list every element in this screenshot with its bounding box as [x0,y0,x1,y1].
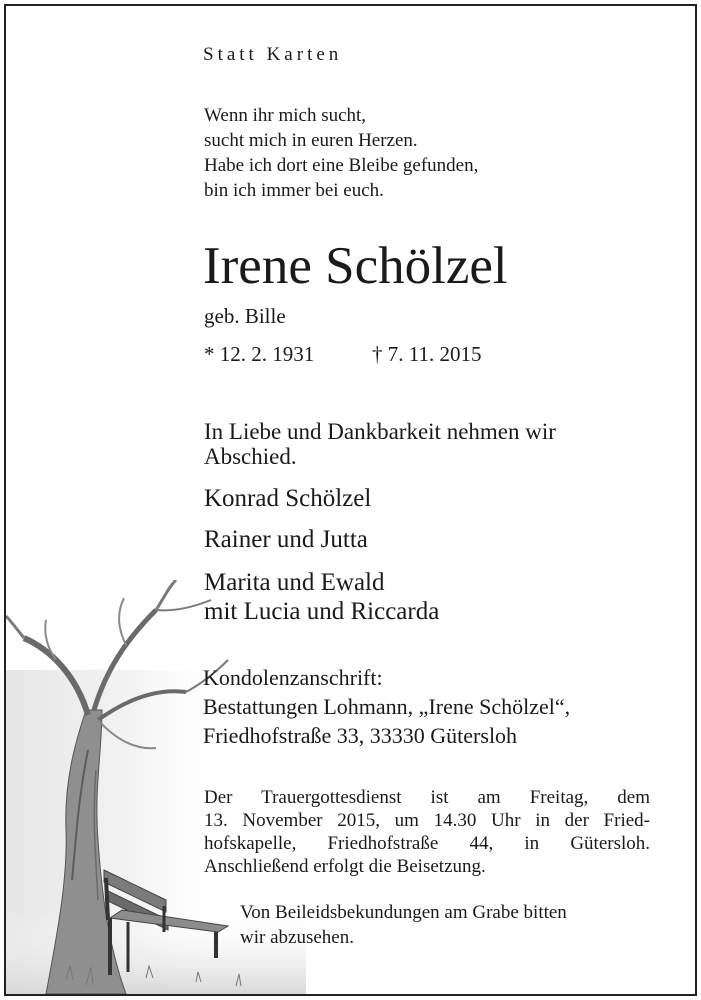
condolence-address: Bestattungen Lohmann, „Irene Schölzel“, [203,694,571,719]
deceased-name: Irene Schölzel [203,237,508,295]
service-line: Anschließend erfolgt die Beisetzung. [204,856,486,877]
condolence-address: Friedhofstraße 33, 33330 Gütersloh [203,723,518,748]
poem-verse: Wenn ihr mich sucht, sucht mich in euren Herzen. Habe ich dort eine Bleibe gefunden, bin ich immer bei euch. [204,105,479,201]
maiden-name: geb. Bille [204,304,286,328]
mourner-name: Rainer und Jutta [204,526,368,553]
mourner-name: Konrad Schölzel [204,485,372,512]
condolence-request: Von Beileidsbekundungen am Grabe bitten wir abzusehen. [240,902,567,948]
death-date: † 7. 11. 2015 [372,342,482,366]
farewell-text: In Liebe und Dankbarkeit nehmen wir Abschied. [204,419,556,469]
header-text: Statt Karten [203,44,343,65]
service-line: 13. November 2015, um 14.30 Uhr in der Fried- [204,810,650,831]
birth-date: * 12. 2. 1931 [204,342,315,366]
service-details [204,786,650,878]
service-line: hofskapelle, Friedhofstraße 44, in Gütersloh. [204,833,650,854]
service-line: Der Trauergottesdienst ist am Freitag, dem [204,787,650,808]
condolence-label: Kondolenzanschrift: [203,665,383,690]
mourner-name: Marita und Ewald mit Lucia und Riccarda [204,569,440,625]
